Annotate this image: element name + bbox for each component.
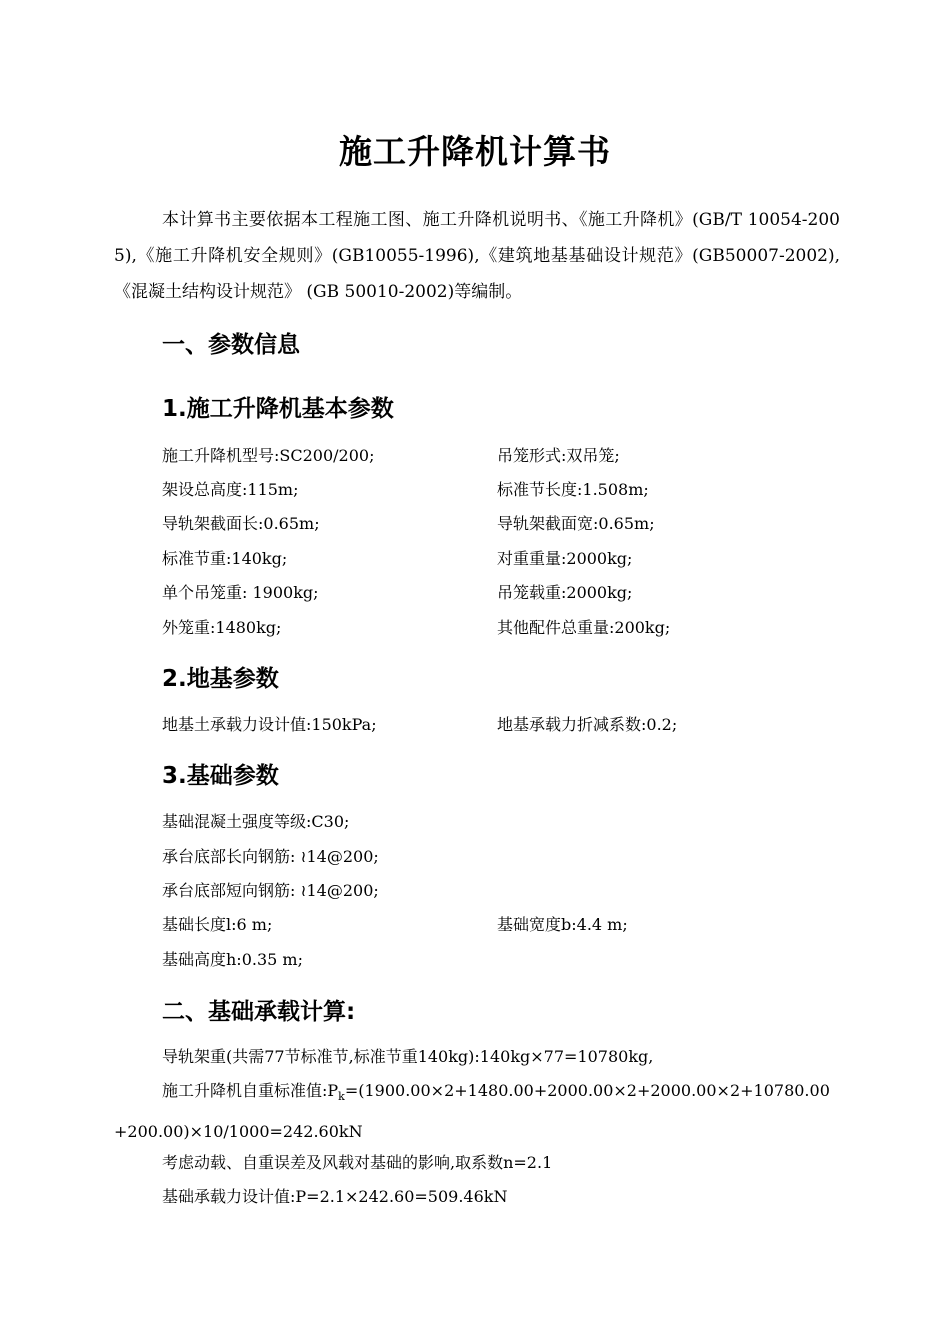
param-left: 单个吊笼重: 1900kg; [162, 583, 319, 602]
calc-design-value: 基础承载力设计值:P=2.1×242.60=509.46kN [162, 1187, 508, 1206]
document-title: 施工升降机计算书 [339, 132, 611, 171]
param-row [162, 580, 842, 606]
param-left: 地基土承载力设计值:150kPa; [162, 715, 377, 734]
param-right: 吊笼形式:双吊笼; [497, 446, 620, 465]
foundation-width: 基础宽度b:4.4 m; [497, 915, 628, 934]
param-row [162, 712, 842, 738]
subsection3-heading: 3.基础参数 [162, 763, 279, 789]
param-left: 施工升降机型号:SC200/200; [162, 446, 375, 465]
param-row [162, 546, 842, 572]
param-right: 地基承载力折减系数:0.2; [497, 715, 678, 734]
calc-factor: 考虑动载、自重误差及风载对基础的影响,取系数n=2.1 [162, 1153, 553, 1172]
param-row [162, 477, 842, 503]
section1-heading: 一、参数信息 [162, 332, 300, 358]
calc-rail-weight: 导轨架重(共需77节标准节,标准节重140kg):140kg×77=10780kg, [162, 1047, 654, 1066]
param-right: 其他配件总重量:200kg; [497, 618, 671, 637]
param-right: 吊笼载重:2000kg; [497, 583, 633, 602]
param-left: 外笼重:1480kg; [162, 618, 282, 637]
param-right: 标准节长度:1.508m; [497, 480, 649, 499]
calc-self-weight-suffix: =(1900.00×2+1480.00+2000.00×2+2000.00×2+10780.00+200.00)×10/1000=242.60kN [114, 1081, 830, 1142]
calc-self-weight-prefix: 施工升降机自重标准值:P [162, 1081, 339, 1100]
param-row [162, 511, 842, 537]
param-left: 导轨架截面长:0.65m; [162, 514, 320, 533]
param-left: 标准节重:140kg; [162, 549, 288, 568]
param-row [162, 443, 842, 469]
foundation-height: 基础高度h:0.35 m; [162, 950, 303, 969]
param-right: 对重重量:2000kg; [497, 549, 633, 568]
foundation-concrete-grade: 基础混凝土强度等级:C30; [162, 812, 350, 831]
long-rebar: 承台底部长向钢筋: ≀14@200; [162, 847, 379, 866]
calc-self-weight-sub: k [338, 1090, 345, 1104]
subsection2-heading: 2.地基参数 [162, 666, 279, 692]
foundation-length: 基础长度l:6 m; [162, 915, 273, 934]
subsection1-heading: 1.施工升降机基本参数 [162, 396, 394, 422]
short-rebar: 承台底部短向钢筋: ≀14@200; [162, 881, 379, 900]
param-left: 架设总高度:115m; [162, 480, 299, 499]
intro-paragraph: 本计算书主要依据本工程施工图、施工升降机说明书、《施工升降机》(GB/T 10054-2005),《施工升降机安全规则》(GB10055-1996),《建筑地基基础设计规范》(GB50007-2002), 《混凝土结构设计规范》 (GB 50010-2002)等编制。 [114, 210, 840, 302]
param-right: 导轨架截面宽:0.65m; [497, 514, 655, 533]
param-row [162, 912, 842, 938]
param-row [162, 615, 842, 641]
calc-self-weight [114, 1073, 840, 1149]
section2-heading: 二、基础承载计算: [162, 999, 356, 1025]
